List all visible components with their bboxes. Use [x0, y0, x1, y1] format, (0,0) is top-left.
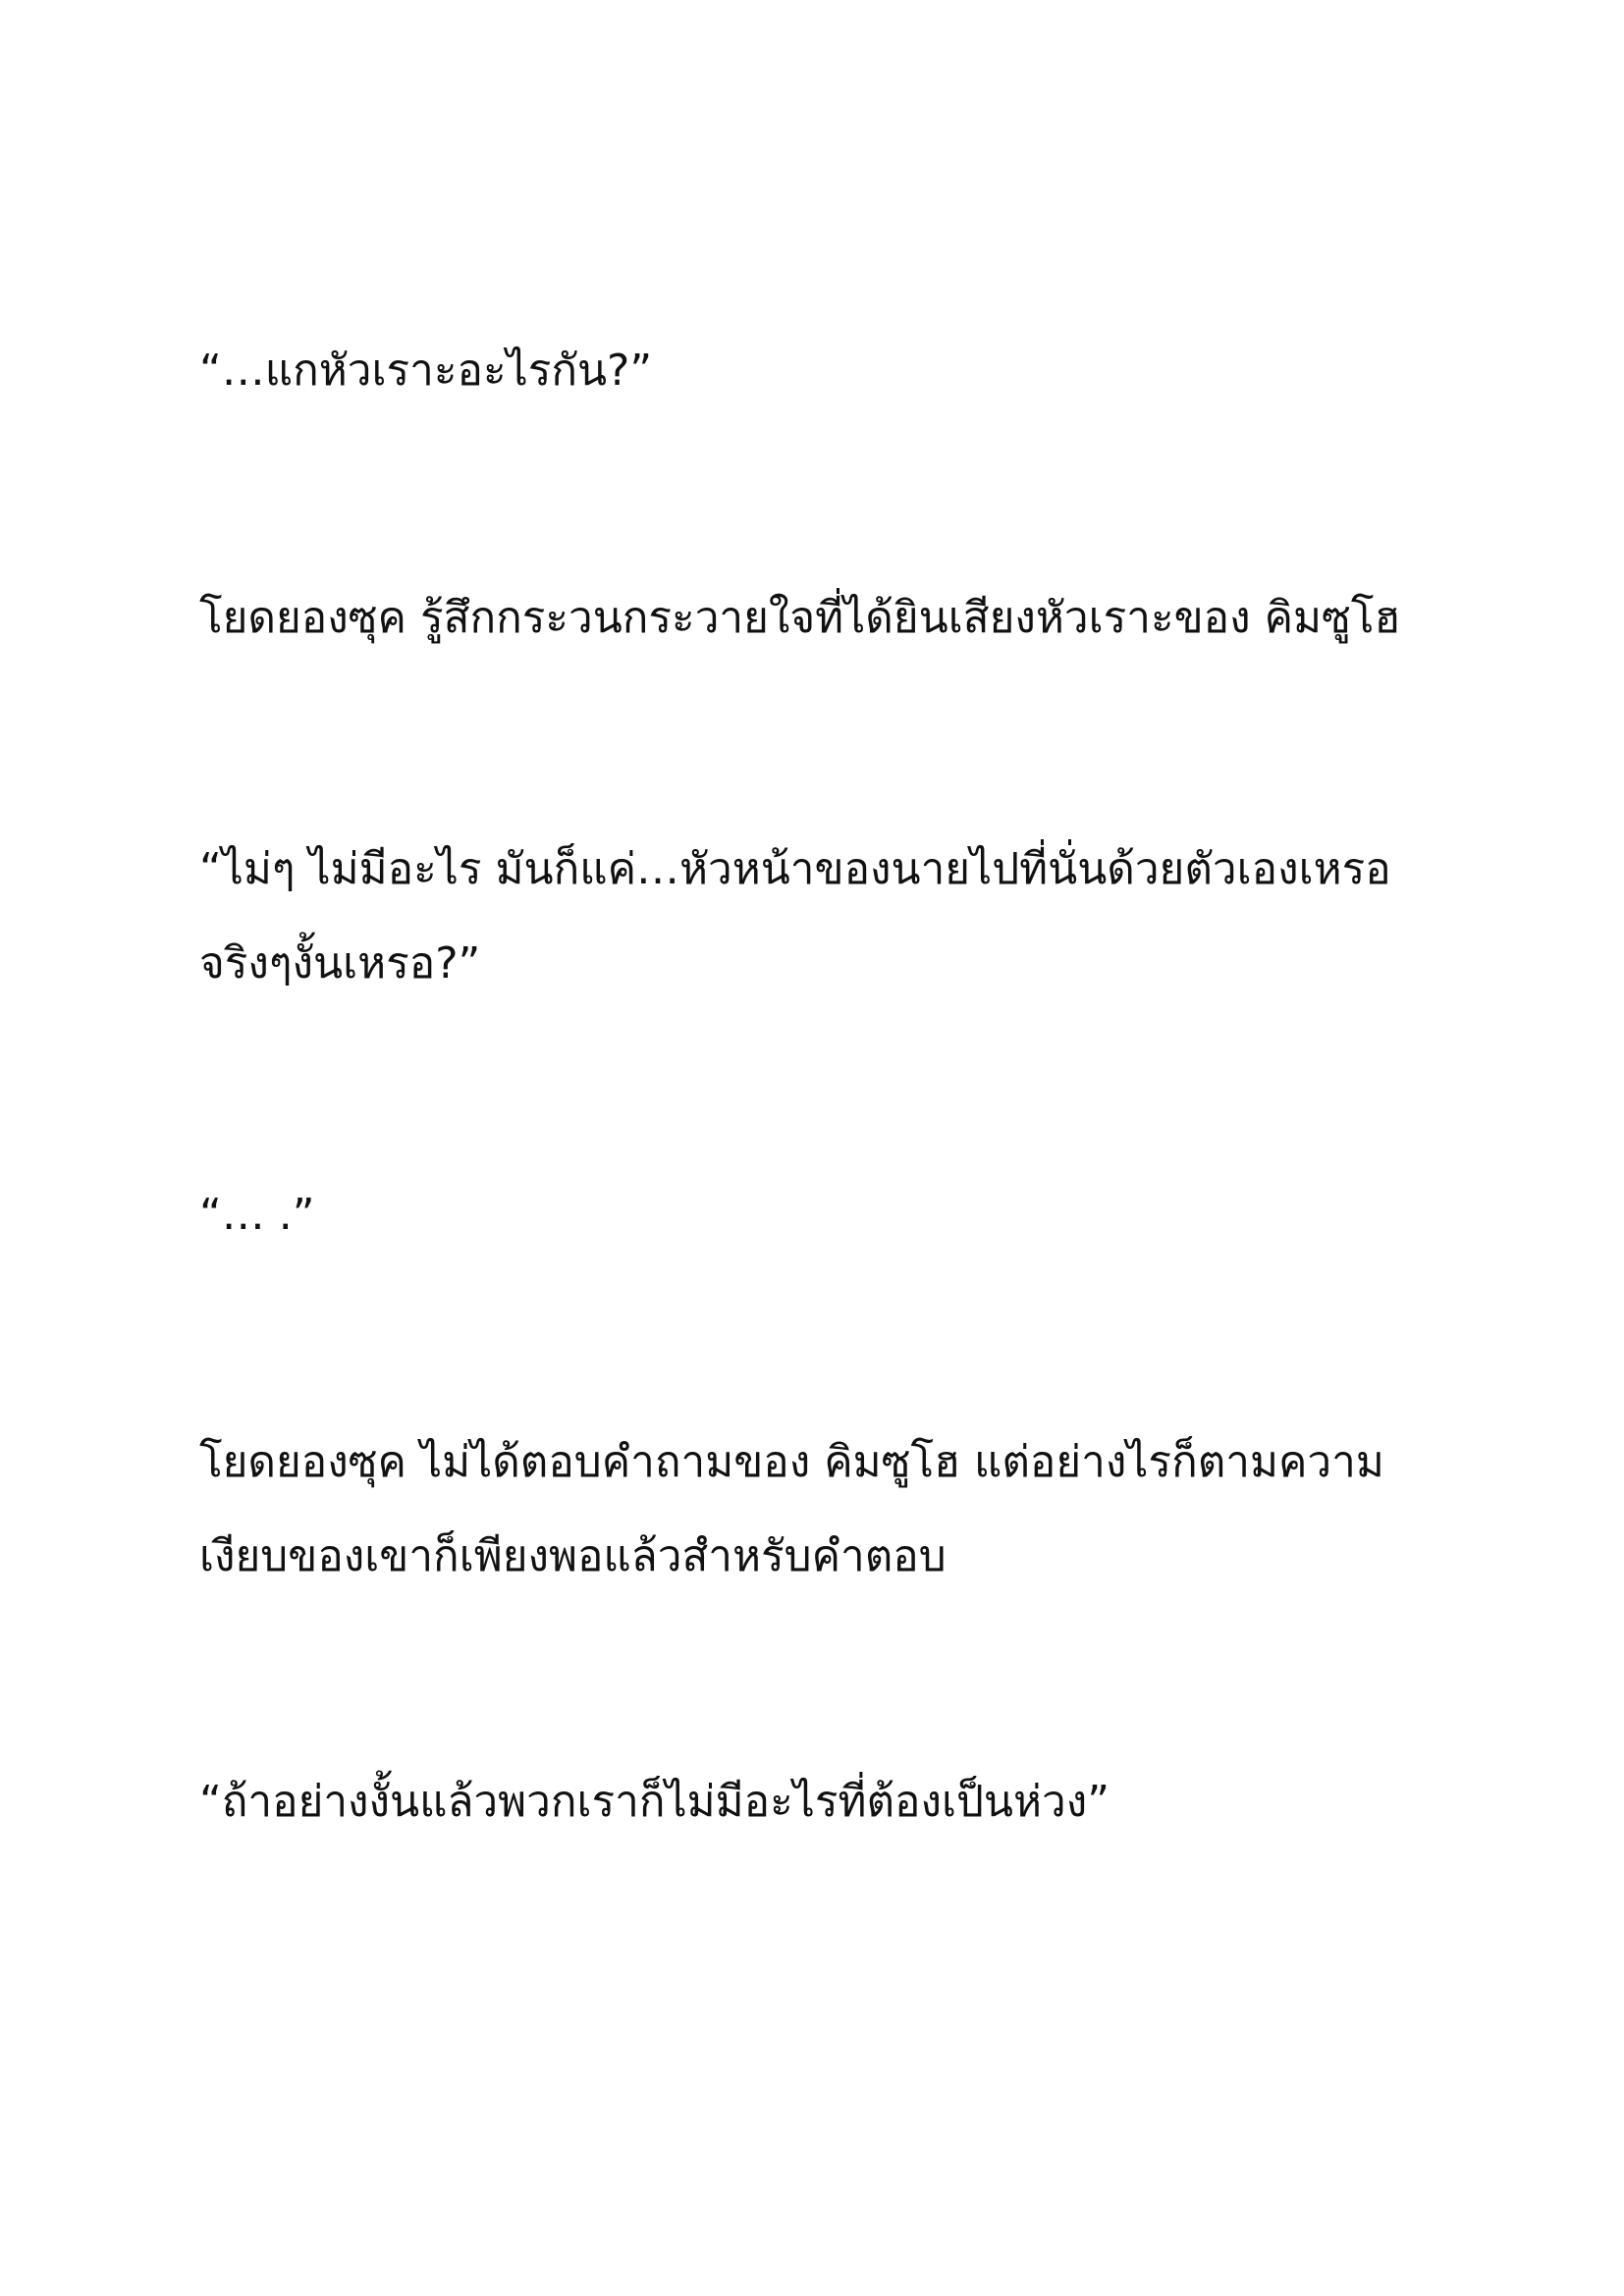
paragraph-dialogue-4 — [199, 1755, 1476, 1849]
text-line: “…แกหัวเราะอะไรกัน?” — [199, 346, 653, 396]
paragraph-dialogue-2 — [199, 823, 1476, 1011]
text-line: โยดยองซุค ไม่ได้ตอบคำถามของ คิมซูโฮ แต่อย่างไรก็ตามความ — [199, 1437, 1384, 1487]
text-line: โยดยองซุค รู้สึกกระวนกระวายใจที่ได้ยินเสียงหัวเราะของ คิมซูโฮ — [199, 593, 1401, 643]
text-line: เงียบของเขาก็เพียงพอแล้วสำหรับคำตอบ — [199, 1531, 947, 1581]
paragraph-dialogue-3 — [199, 1168, 1476, 1262]
paragraph-dialogue-1 — [199, 324, 1476, 418]
text-line: จริงๆงั้นเหรอ?” — [199, 938, 481, 988]
text-line: “ไม่ๆ ไม่มีอะไร มันก็แค่…หัวหน้าของนายไปที่นั่นด้วยตัวเองเหรอ — [199, 844, 1391, 894]
paragraph-narration-2 — [199, 1415, 1476, 1604]
paragraph-narration-1 — [199, 571, 1476, 666]
text-line: “… .” — [199, 1190, 315, 1240]
text-line: “ถ้าอย่างงั้นแล้วพวกเราก็ไม่มีอะไรที่ต้องเป็นห่วง” — [199, 1777, 1110, 1827]
